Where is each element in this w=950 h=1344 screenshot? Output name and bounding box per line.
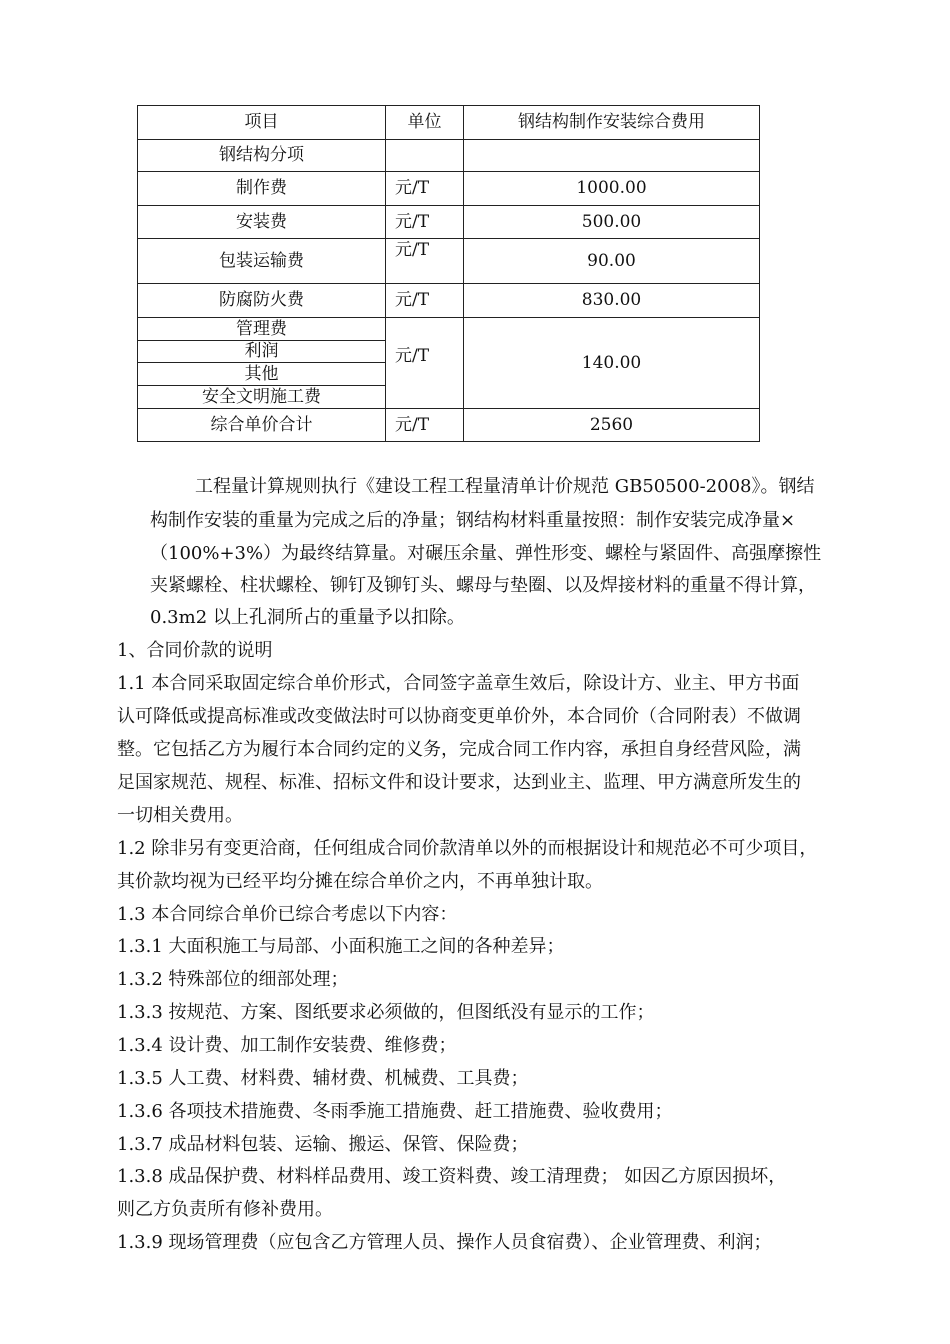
table-row: [138, 239, 760, 284]
table-group-row: [138, 318, 760, 341]
group-item: 安全文明施工费: [138, 386, 386, 409]
body-line: 则乙方负责所有修补费用。: [117, 1199, 333, 1220]
group-item: 管理费: [138, 318, 386, 341]
row-unit: 元/T: [386, 172, 464, 206]
row-unit: 元/T: [386, 206, 464, 239]
header-cost: 钢结构制作安装综合费用: [464, 106, 760, 140]
body-line: 1.3.7 成品材料包装、运输、搬运、保管、保险费；: [117, 1134, 529, 1155]
section-value-empty: [464, 140, 760, 172]
row-value: 500.00: [464, 206, 760, 239]
row-value: 90.00: [464, 239, 760, 284]
group-unit: 元/T: [386, 318, 464, 409]
body-line: 认可降低或提高标准或改变做法时可以协商变更单价外，本合同价（合同附表）不做调: [117, 706, 801, 727]
total-value: 2560: [464, 409, 760, 442]
total-unit: 元/T: [386, 409, 464, 442]
table-row: [138, 284, 760, 318]
table-row: [138, 172, 760, 206]
fee-table: [137, 105, 760, 442]
row-unit: 元/T: [386, 239, 464, 284]
table-header-row: [138, 106, 760, 140]
row-item: 防腐防火费: [138, 284, 386, 318]
body-line: 1.3.1 大面积施工与局部、小面积施工之间的各种差异；: [117, 936, 565, 957]
section-label: 钢结构分项: [138, 140, 386, 172]
intro-line: 夹紧螺栓、柱状螺栓、铆钉及铆钉头、螺母与垫圈、以及焊接材料的重量不得计算，: [150, 575, 816, 596]
group-value: 140.00: [464, 318, 760, 409]
body-line: 1.3 本合同综合单价已综合考虑以下内容：: [117, 904, 458, 925]
body-line: 足国家规范、规程、标准、招标文件和设计要求，达到业主、监理、甲方满意所发生的: [117, 772, 801, 793]
row-value: 1000.00: [464, 172, 760, 206]
body-line: 1.3.5 人工费、材料费、辅材费、机械费、工具费；: [117, 1068, 529, 1089]
body-line: 1.3.6 各项技术措施费、冬雨季施工措施费、赶工措施费、验收费用；: [117, 1101, 673, 1122]
header-item: 项目: [138, 106, 386, 140]
body-line: 1.3.9 现场管理费（应包含乙方管理人员、操作人员食宿费）、企业管理费、利润；: [117, 1232, 772, 1253]
body-line: 1.2 除非另有变更洽商，任何组成合同价款清单以外的而根据设计和规范必不可少项目，: [117, 838, 818, 859]
intro-line: 0.3m2 以上孔洞所占的重量予以扣除。: [150, 607, 465, 628]
group-item: 其他: [138, 363, 386, 386]
body-line: 1.3.8 成品保护费、材料样品费用、竣工资料费、竣工清理费； 如因乙方原因损坏，: [117, 1166, 787, 1187]
header-unit: 单位: [386, 106, 464, 140]
row-item: 制作费: [138, 172, 386, 206]
body-line: 1.3.4 设计费、加工制作安装费、维修费；: [117, 1035, 457, 1056]
group-item: 利润: [138, 341, 386, 363]
body-line: 一切相关费用。: [117, 805, 243, 826]
table-row: [138, 206, 760, 239]
body-line: 1.3.2 特殊部位的细部处理；: [117, 969, 349, 990]
section-heading: 1、合同价款的说明: [117, 640, 273, 661]
row-unit: 元/T: [386, 284, 464, 318]
row-item: 包装运输费: [138, 239, 386, 284]
total-item: 综合单价合计: [138, 409, 386, 442]
table-total-row: [138, 409, 760, 442]
section-unit-empty: [386, 140, 464, 172]
row-item: 安装费: [138, 206, 386, 239]
body-line: 1.1 本合同采取固定综合单价形式，合同签字盖章生效后，除设计方、业主、甲方书面: [117, 673, 800, 694]
body-line: 其价款均视为已经平均分摊在综合单价之内，不再单独计取。: [117, 871, 603, 892]
intro-line: （100%+3%）为最终结算量。对碾压余量、弹性形变、螺栓与紧固件、高强摩擦性: [150, 543, 822, 564]
intro-line: 构制作安装的重量为完成之后的净量；钢结构材料重量按照：制作安装完成净量×: [150, 510, 796, 531]
body-line: 1.3.3 按规范、方案、图纸要求必须做的，但图纸没有显示的工作；: [117, 1002, 655, 1023]
body-line: 整。它包括乙方为履行本合同约定的义务，完成合同工作内容，承担自身经营风险，满: [117, 739, 801, 760]
intro-line: 工程量计算规则执行《建设工程工程量清单计价规范 GB50500-2008》。钢结: [195, 476, 815, 497]
row-value: 830.00: [464, 284, 760, 318]
table-section-row: [138, 140, 760, 172]
